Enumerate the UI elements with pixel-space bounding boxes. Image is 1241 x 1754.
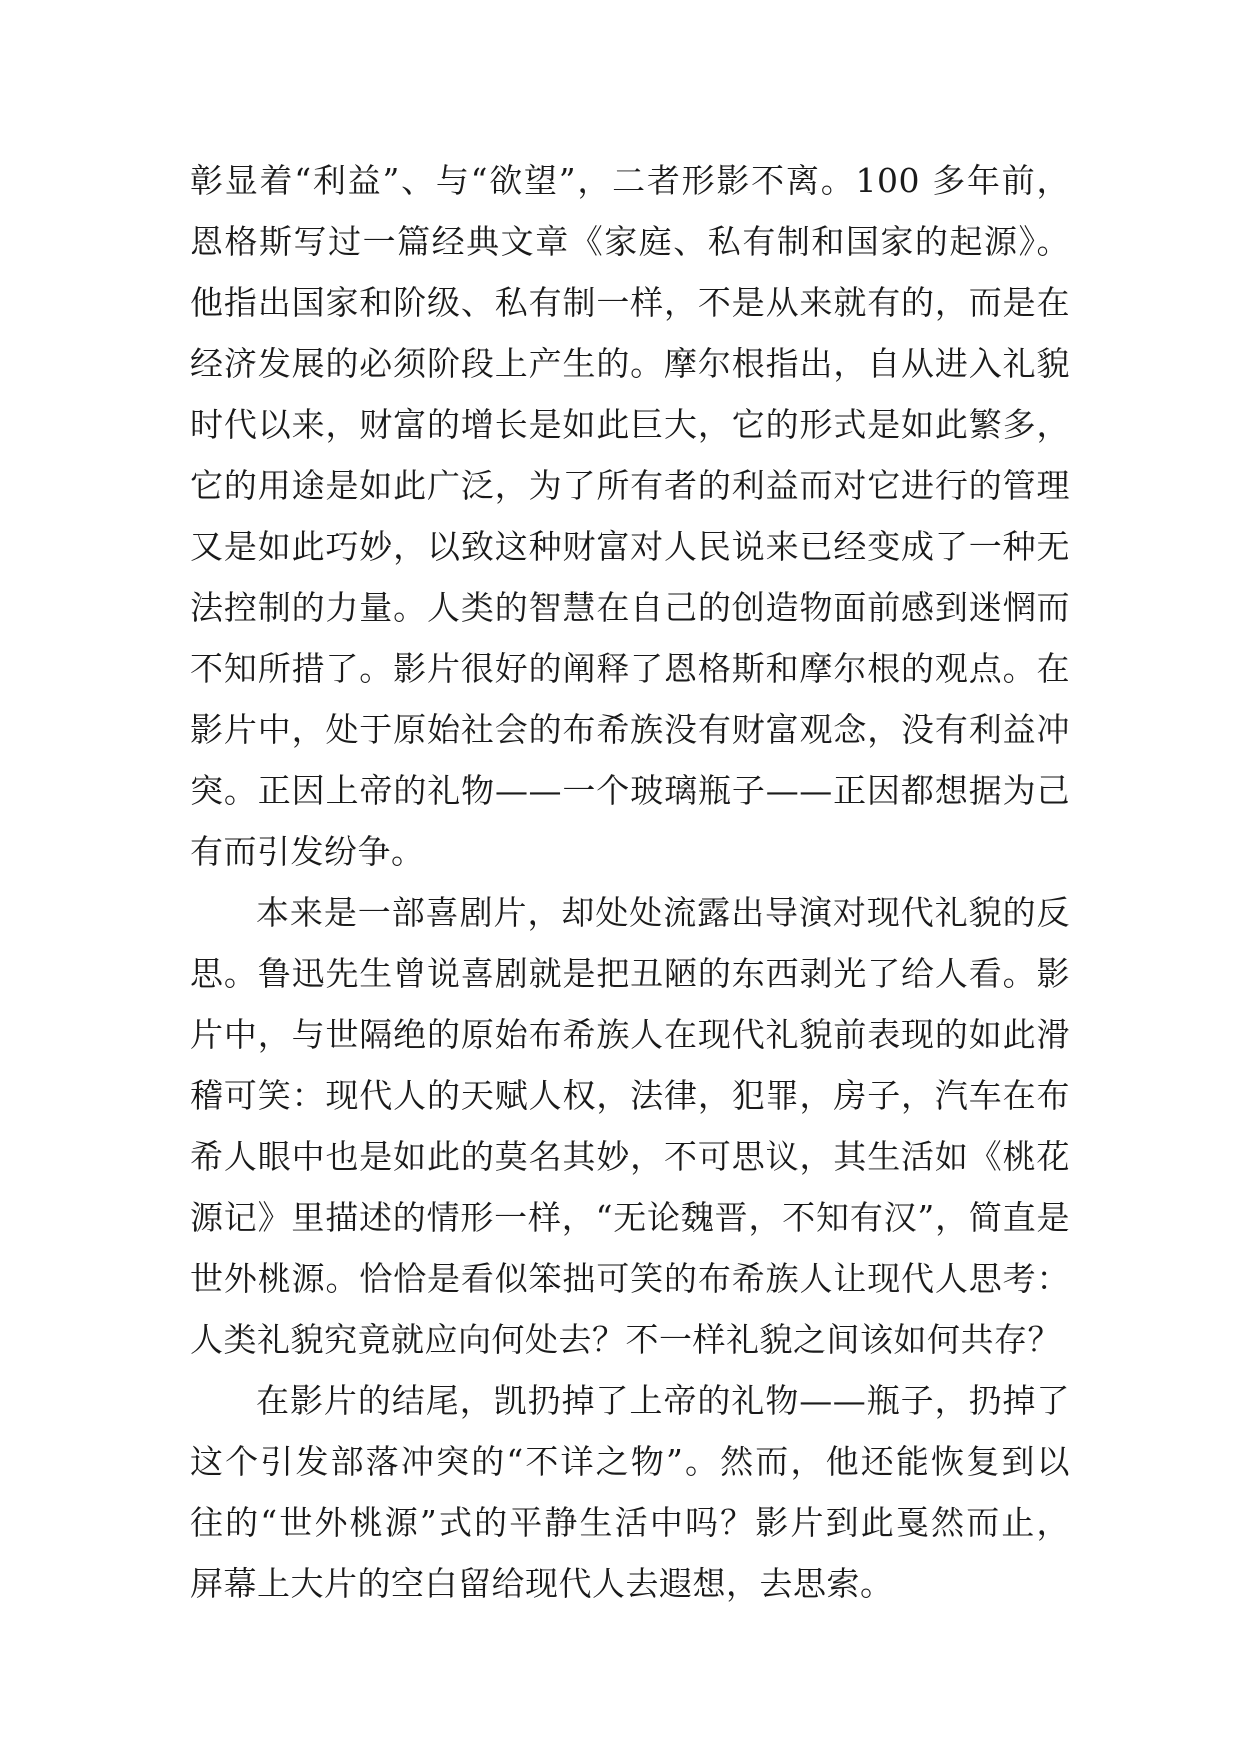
text-line: 希人眼中也是如此的莫名其妙，不可思议，其生活如《桃花 [190, 1137, 1070, 1176]
body-text [190, 150, 1070, 1614]
text-line: 在影片的结尾，凯扔掉了上帝的礼物——瓶子，扔掉了 [256, 1381, 1070, 1420]
text-line: 世外桃源。恰恰是看似笨拙可笑的布希族人让现代人思考： [190, 1259, 1070, 1298]
text-line: 他指出国家和阶级、私有制一样，不是从来就有的，而是在 [190, 283, 1070, 322]
text-line: 法控制的力量。人类的智慧在自己的创造物面前感到迷惘而 [190, 588, 1070, 627]
text-line: 它的用途是如此广泛，为了所有者的利益而对它进行的管理 [190, 466, 1070, 505]
text-line: 彰显着“利益”、与“欲望”，二者形影不离。100 多年前， [190, 161, 1070, 200]
text-line: 经济发展的必须阶段上产生的。摩尔根指出，自从进入礼貌 [190, 344, 1070, 383]
text-line: 有而引发纷争。 [190, 832, 425, 871]
text-line: 这个引发部落冲突的“不详之物”。然而，他还能恢复到以 [190, 1442, 1070, 1481]
text-line: 源记》里描述的情形一样，“无论魏晋，不知有汉”，简直是 [190, 1198, 1070, 1237]
text-line: 往的“世外桃源”式的平静生活中吗？影片到此戛然而止， [190, 1503, 1070, 1542]
text-line: 不知所措了。影片很好的阐释了恩格斯和摩尔根的观点。在 [190, 649, 1070, 688]
text-line: 思。鲁迅先生曾说喜剧就是把丑陋的东西剥光了给人看。影 [190, 954, 1070, 993]
text-line: 影片中，处于原始社会的布希族没有财富观念，没有利益冲 [190, 710, 1070, 749]
text-line: 时代以来，财富的增长是如此巨大，它的形式是如此繁多， [190, 405, 1070, 444]
text-line: 片中，与世隔绝的原始布希族人在现代礼貌前表现的如此滑 [190, 1015, 1070, 1054]
text-line: 本来是一部喜剧片，却处处流露出导演对现代礼貌的反 [256, 893, 1070, 932]
text-line: 又是如此巧妙，以致这种财富对人民说来已经变成了一种无 [190, 527, 1070, 566]
text-line: 屏幕上大片的空白留给现代人去遐想，去思索。 [190, 1564, 894, 1603]
text-line: 突。正因上帝的礼物——一个玻璃瓶子——正因都想据为己 [190, 771, 1070, 810]
text-line: 稽可笑：现代人的天赋人权，法律，犯罪，房子，汽车在布 [190, 1076, 1070, 1115]
text-line: 恩格斯写过一篇经典文章《家庭、私有制和国家的起源》。 [190, 222, 1070, 261]
text-line: 人类礼貌究竟就应向何处去？不一样礼貌之间该如何共存？ [190, 1320, 1061, 1359]
